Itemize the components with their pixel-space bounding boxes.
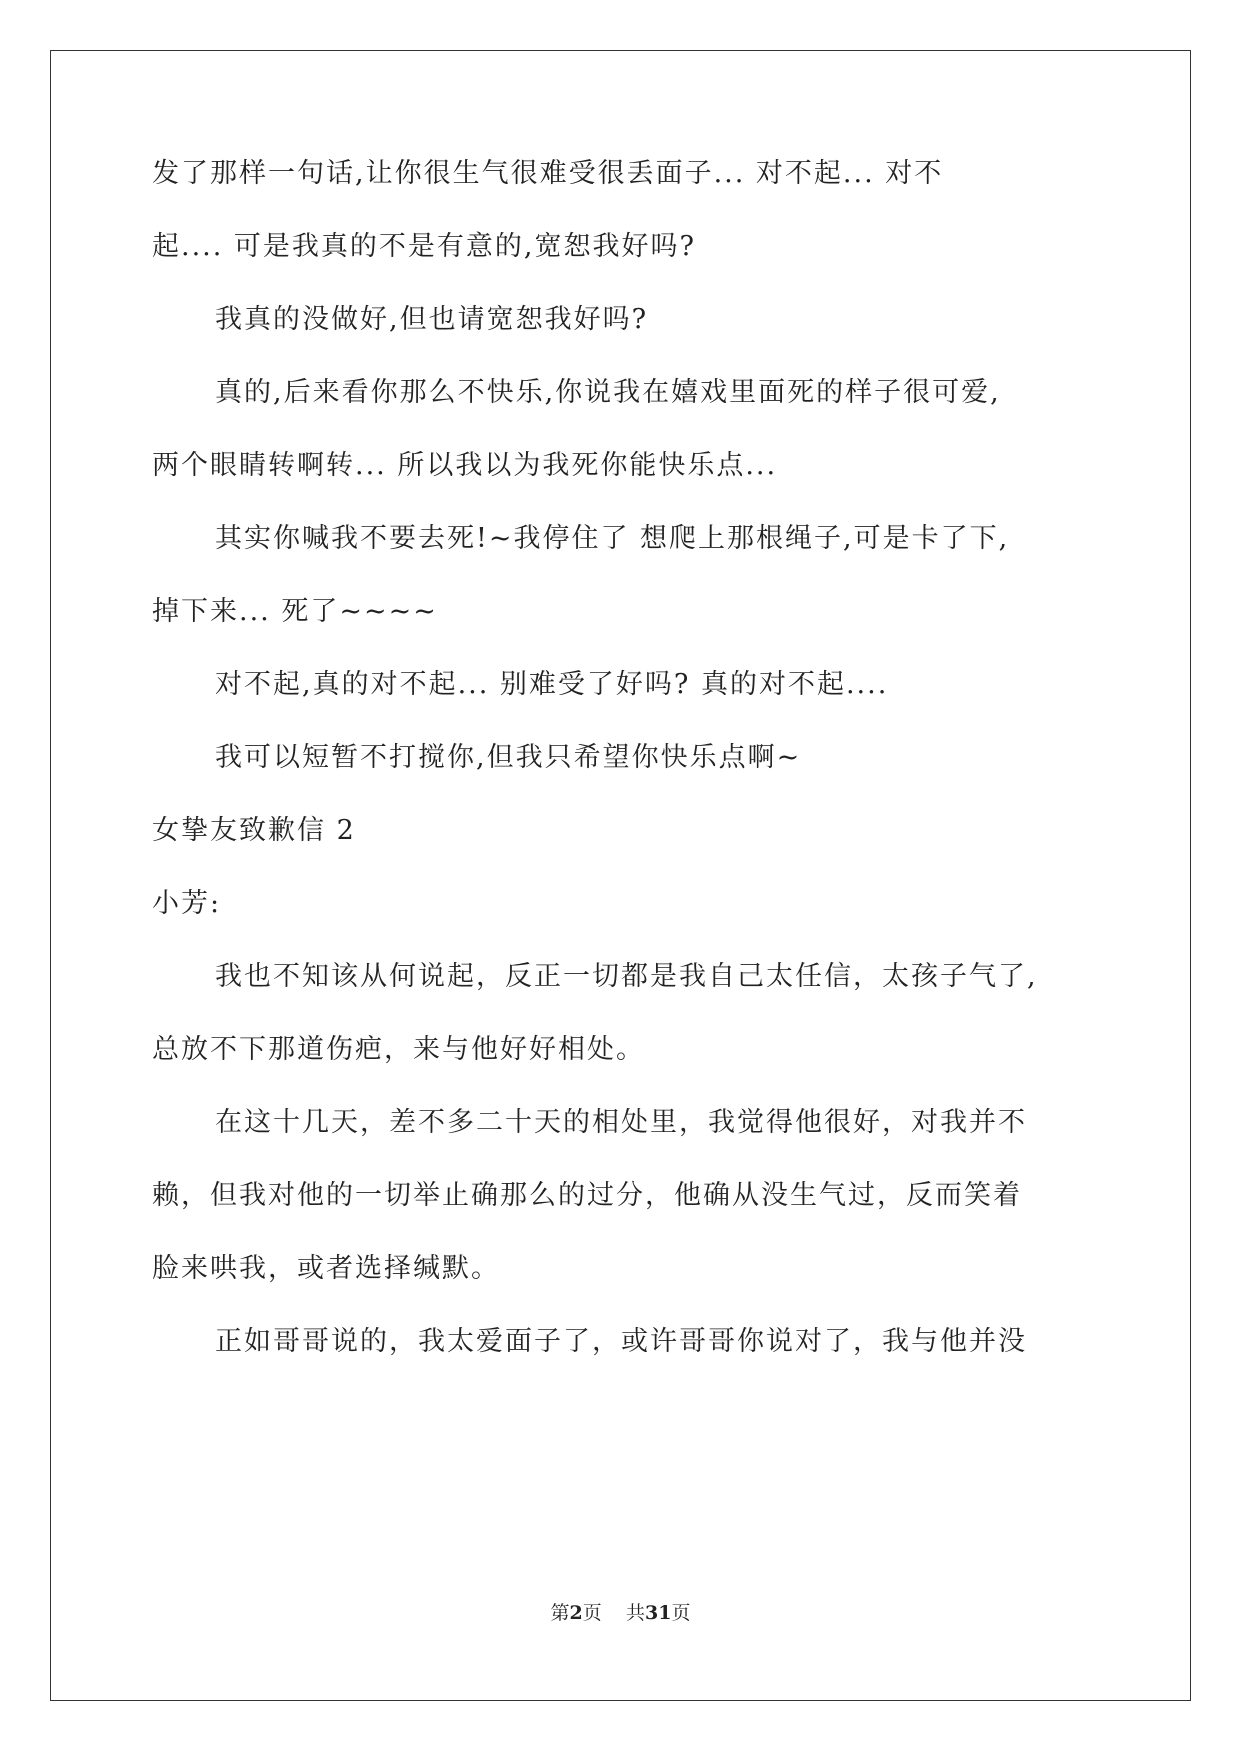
- text-line: 掉下来... 死了~~~~: [152, 596, 438, 627]
- text-line: 两个眼睛转啊转... 所以我以为我死你能快乐点...: [152, 450, 778, 481]
- text-line: 赖，但我对他的一切举止确那么的过分，他确从没生气过，反而笑着: [152, 1180, 1022, 1211]
- text-line: 在这十几天，差不多二十天的相处里，我觉得他很好，对我并不: [215, 1107, 1027, 1138]
- page-prefix: 第: [550, 1602, 570, 1624]
- current-page-number: 2: [569, 1602, 583, 1624]
- text-line: 女挚友致歉信 2: [152, 815, 356, 846]
- text-line: 其实你喊我不要去死!~我停住了 想爬上那根绳子,可是卡了下,: [215, 523, 1010, 554]
- text-line: 总放不下那道伤疤，来与他好好相处。: [152, 1034, 645, 1065]
- text-line: 我也不知该从何说起，反正一切都是我自己太任信，太孩子气了,: [215, 961, 1038, 992]
- text-line: 正如哥哥说的，我太爱面子了，或许哥哥你说对了，我与他并没: [215, 1326, 1027, 1357]
- total-suffix: 页: [671, 1602, 691, 1624]
- page-suffix: 页: [582, 1602, 602, 1624]
- text-line: 脸来哄我，或者选择缄默。: [152, 1253, 500, 1284]
- text-line: 我真的没做好,但也请宽恕我好吗?: [215, 304, 649, 335]
- text-line: 对不起,真的对不起... 别难受了好吗? 真的对不起....: [215, 669, 889, 700]
- text-line: 发了那样一句话,让你很生气很难受很丢面子... 对不起... 对不: [152, 158, 944, 189]
- text-line: 真的,后来看你那么不快乐,你说我在嬉戏里面死的样子很可爱,: [215, 377, 1001, 408]
- page-border: [50, 50, 1191, 1701]
- text-line: 起.... 可是我真的不是有意的,宽恕我好吗?: [152, 231, 696, 262]
- text-line: 小芳:: [152, 888, 222, 919]
- total-prefix: 共: [625, 1602, 645, 1624]
- text-line: 我可以短暂不打搅你,但我只希望你快乐点啊~: [215, 742, 802, 773]
- page-footer: [0, 1601, 1241, 1625]
- total-page-number: 31: [644, 1602, 672, 1624]
